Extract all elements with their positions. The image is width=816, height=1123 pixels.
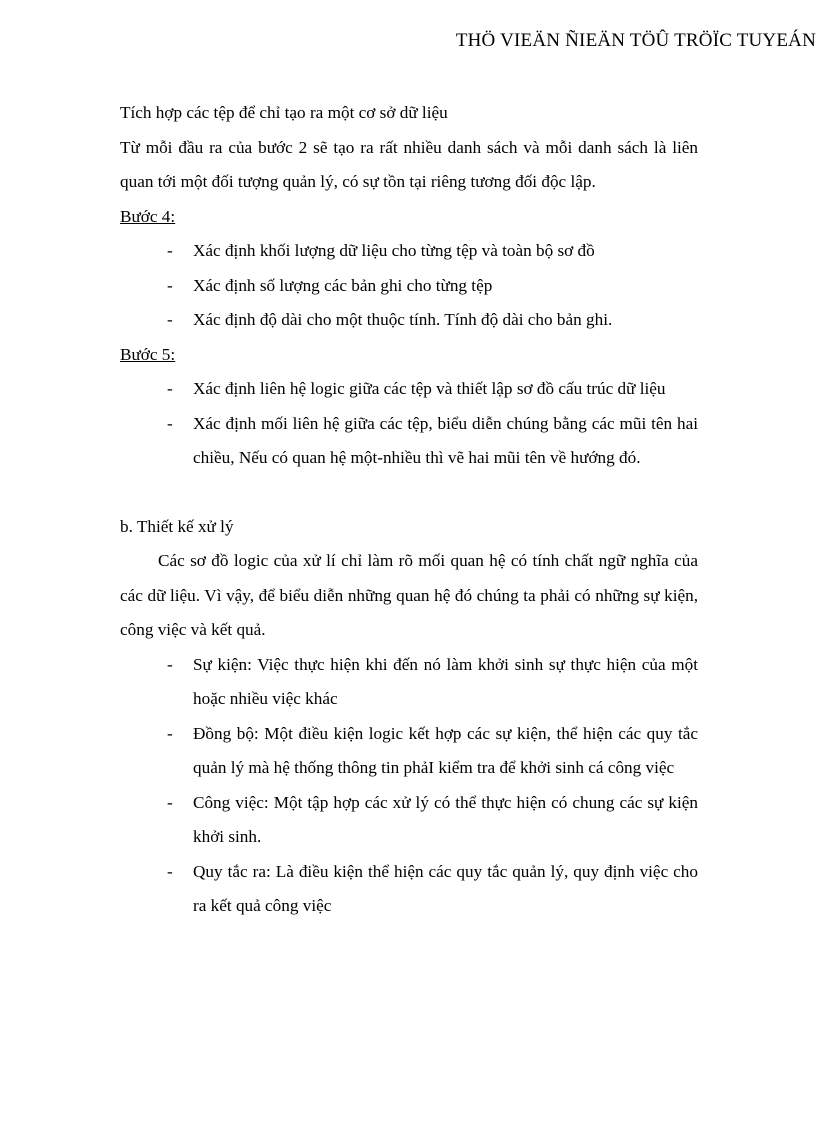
step5-list [120,372,698,476]
dash-marker: - [167,792,173,812]
list-item: - Quy tắc ra: Là điều kiện thể hiện các quy tắc quản lý, quy định việc cho ra kết quả công việc [193,855,698,924]
dash-marker: - [167,241,173,260]
section-b-paragraph: Các sơ đồ logic của xử lí chỉ làm rõ mối quan hệ có tính chất ngữ nghĩa của các dữ liệu. Vì vậy, để biểu diễn những quan hệ đó chúng ta phải có những sự kiện, công việc và kết quả. [120,551,698,639]
list-item: - Xác định mối liên hệ giữa các tệp, biểu diễn chúng bằng các mũi tên hai chiều, Nếu có quan hệ một-nhiều thì vẽ hai mũi tên về hướng đó. [193,407,698,476]
dash-marker: - [167,861,173,881]
dash-marker: - [167,654,173,674]
section-b-list [120,648,698,924]
list-item: - Xác định liên hệ logic giữa các tệp và thiết lập sơ đồ cấu trúc dữ liệu [193,372,698,407]
dash-marker: - [167,723,173,743]
section-spacer [120,476,698,510]
list-item: - Xác định khối lượng dữ liệu cho từng tệp và toàn bộ sơ đồ [193,234,698,269]
dash-marker: - [167,413,173,433]
list-item: - Xác định số lượng các bản ghi cho từng tệp [193,269,698,304]
step4-heading: Bước 4: [120,206,176,226]
dash-marker: - [167,275,173,295]
document-body [120,96,698,924]
list-item: - Xác định độ dài cho một thuộc tính. Tính độ dài cho bản ghi. [193,303,698,338]
list-item: - Sự kiện: Việc thực hiện khi đến nó làm khởi sinh sự thực hiện của một hoặc nhiều việc khác [193,648,698,717]
step5-heading: Bước 5: [120,344,176,364]
intro-line: Tích hợp các tệp để chỉ tạo ra một cơ sở dữ liệu [120,103,448,122]
page-header: THÖ VIEÄN ÑIEÄN TÖÛ TRÖÏC TUYEÁN [455,30,816,51]
list-item: - Công việc: Một tập hợp các xử lý có thể thực hiện có chung các sự kiện khởi sinh. [193,786,698,855]
list-item: - Đồng bộ: Một điều kiện logic kết hợp các sự kiện, thể hiện các quy tắc quản lý mà hệ thống thông tin phảI kiểm tra để khởi sinh cá công việc [193,717,698,786]
intro-paragraph: Từ mỗi đầu ra của bước 2 sẽ tạo ra rất nhiều danh sách và mỗi danh sách là liên quan tới một đối tượng quản lý, có sự tồn tại riêng tương đối độc lập. [120,137,698,191]
dash-marker: - [167,310,173,329]
section-b-heading: b. Thiết kế xử lý [120,516,234,536]
dash-marker: - [167,379,173,398]
step4-list [120,234,698,338]
